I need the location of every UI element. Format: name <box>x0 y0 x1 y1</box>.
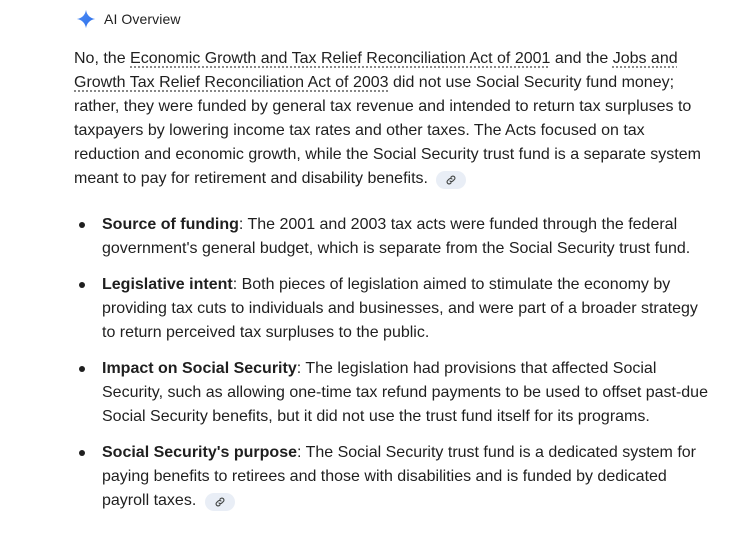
link-icon <box>214 496 226 508</box>
bullet-term: Impact on Social Security <box>102 360 297 377</box>
list-item <box>74 357 714 429</box>
source-link-chip[interactable] <box>436 171 466 189</box>
bullet-text: : The legislation had provisions that affected Social Security, such as allowing one-time tax refund payments to be used to offset past-due Social Security benefits, but it did not use the trust fund itself for its programs. <box>102 360 708 425</box>
bullet-text: : The Social Security trust fund is a dedicated system for paying benefits to retirees and those with disabilities and is funded by dedicated payroll taxes. <box>102 444 696 509</box>
bullet-marker <box>79 222 85 228</box>
bullet-term: Legislative intent <box>102 276 233 293</box>
bullet-text: : The 2001 and 2003 tax acts were funded through the federal government's general budget, which is separate from the Social Security trust fund. <box>102 216 691 257</box>
bullet-marker <box>79 366 85 372</box>
bullet-list <box>74 213 714 513</box>
bullet-text: : Both pieces of legislation aimed to stimulate the economy by providing tax cuts to individuals and businesses, and were part of a broader strategy to return perceived tax surpluses to the public. <box>102 276 698 341</box>
link-icon <box>445 174 457 186</box>
intro-tail: did not use Social Security fund money; rather, they were funded by general tax revenue and intended to return tax surpluses to taxpayers by lowering income tax rates and other taxes. The Acts focused on tax reduction and economic growth, while the Social Security trust fund is a separate system meant to pay for retirement and disability benefits. <box>74 74 701 187</box>
list-item <box>74 213 714 261</box>
source-link-chip[interactable] <box>205 493 235 511</box>
intro-mid: and the <box>550 50 613 67</box>
list-item <box>74 441 714 513</box>
intro-lead: No, the <box>74 50 131 67</box>
bullet-term: Social Security's purpose <box>102 444 297 461</box>
act-2003-link[interactable]: Jobs and Growth Tax Relief Reconciliation Act of 2003 <box>74 50 678 91</box>
act-2001-link[interactable]: Economic Growth and Tax Relief Reconciliation Act of 2001 <box>130 50 551 67</box>
list-item <box>74 273 714 345</box>
bullet-marker <box>79 282 85 288</box>
bullet-marker <box>79 450 85 456</box>
sparkle-icon <box>76 9 96 29</box>
bullet-term: Source of funding <box>102 216 239 233</box>
overview-content <box>74 47 714 525</box>
ai-overview-title: AI Overview <box>104 11 181 27</box>
intro-paragraph <box>74 47 714 191</box>
ai-overview-header <box>76 8 181 30</box>
